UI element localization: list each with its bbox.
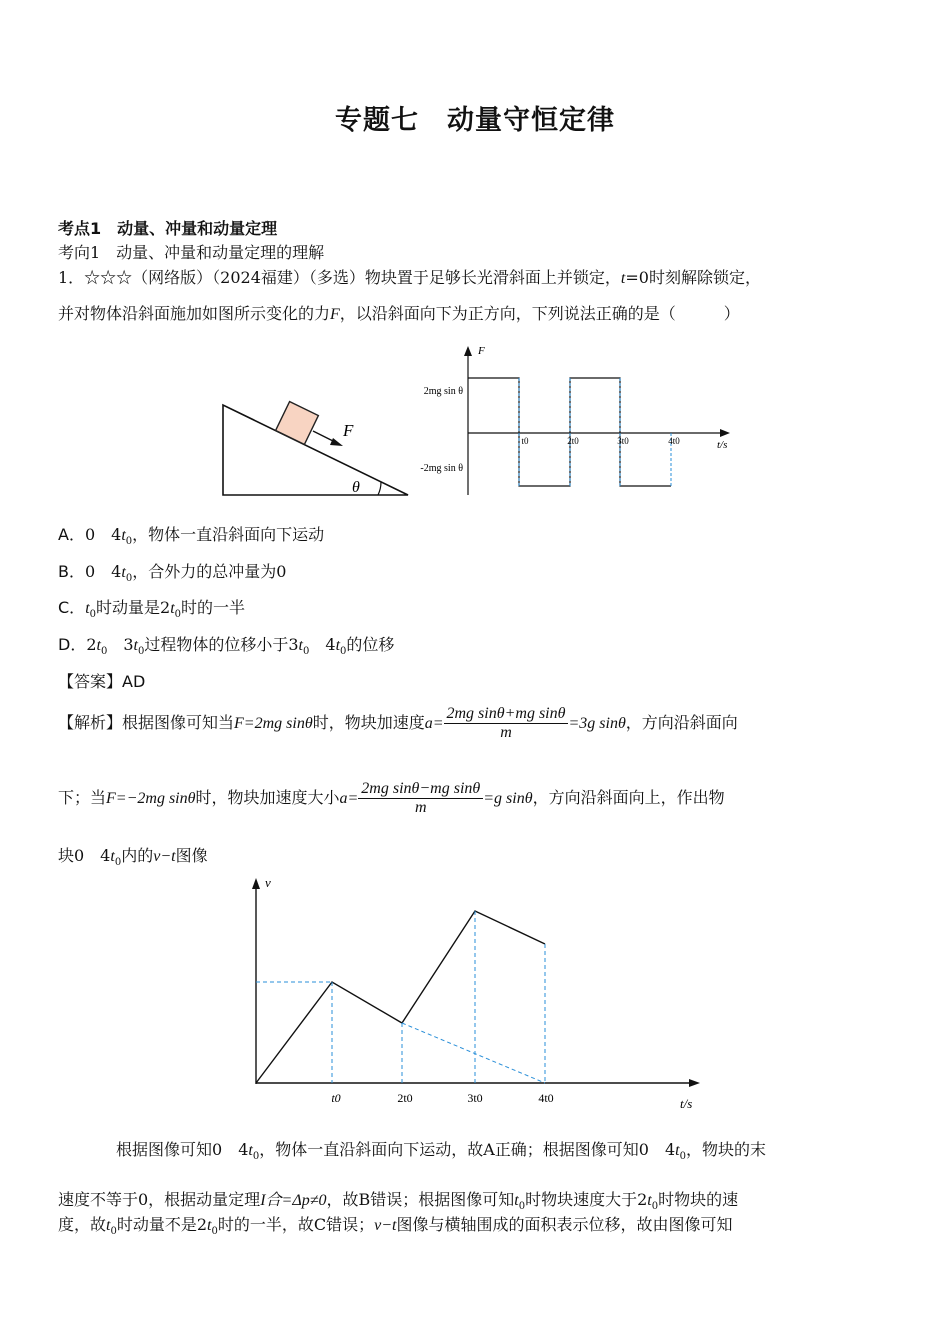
force-time-graph — [420, 345, 730, 495]
force-label: F — [343, 421, 354, 440]
angle-arc — [378, 482, 381, 495]
pos-force-label: 2mg sin θ — [423, 386, 463, 397]
tick-t0: t0 — [331, 1091, 341, 1105]
page-title: 专题七 动量守恒定律 — [335, 105, 615, 136]
neg-force-label: -2mg sin θ — [420, 463, 463, 474]
question-line-2: 并对物体沿斜面施加如图所示变化的力F，以沿斜面向下为正方向，下列说法正确的是（ ） — [58, 304, 740, 323]
f-axis-label: F — [478, 345, 485, 357]
conclusion-line-1: 根据图像可知0 $4t_0$，物体一直沿斜面向下运动，故A正确；根据图像可知0 $4t_0$，物块的末 — [116, 1140, 766, 1163]
figure-velocity-time-graph — [240, 872, 710, 1117]
option-d: D．$2t_0$ $3t_0$过程物体的位移小于$3t_0$ $4t_0$的位移 — [58, 635, 395, 658]
v-axis-label: v — [265, 875, 271, 890]
analysis-line-1: 【解析】根据图像可知当F=2mg sinθ时，物块加速度a= $\frac{\text{2mg sinθ+mg sinθ}}{m}$ =3g sinθ，方向沿斜面向 — [58, 705, 738, 741]
tick-2t0: 2t0 — [567, 436, 579, 446]
time-axis-label: t/s — [680, 1096, 693, 1111]
tick-3t0: 3t0 — [467, 1091, 483, 1105]
analysis-line-2: 下；当F=−2mg sinθ时，物块加速度大小a= $\frac{\text{2mg sinθ−mg sinθ}}{m}$ =g sinθ，方向沿斜面向上，作出物 — [58, 780, 725, 816]
conclusion-line-3: 度，故$t_0$时动量不是$2t_0$时的一半，故C错误；v−t图像与横轴围成的面积表示位移，故由图像可知 — [58, 1215, 733, 1238]
tick-3t0: 3t0 — [617, 436, 629, 446]
figure-incline-force-graph — [215, 340, 745, 500]
tick-2t0: 2t0 — [397, 1091, 413, 1105]
option-b: B．0 $4t_0$，合外力的总冲量为0 — [58, 562, 287, 585]
subsection-heading: 考向1 动量、冲量和动量定理的理解 — [58, 243, 325, 262]
incline-diagram — [223, 402, 408, 496]
answer: 【答案】AD — [58, 672, 146, 691]
block — [276, 402, 319, 445]
reference-line — [402, 1023, 545, 1083]
conclusion-line-2: 速度不等于0，根据动量定理I合=Δp≠0，故B错误；根据图像可知$t_0$时物块速度大于$2t_0$时物块的速 — [58, 1190, 739, 1213]
analysis-line-3: 块0 $4t_0$内的v−t图像 — [58, 846, 208, 869]
velocity-line — [256, 911, 545, 1083]
angle-label: θ — [352, 479, 360, 496]
section-heading: 考点1 动量、冲量和动量定理 — [58, 219, 278, 238]
t-axis-label: t/s — [717, 439, 728, 451]
question-line-1: 1．☆☆☆（网络版）（2024福建）（多选）物块置于足够长光滑斜面上并锁定，t=0时刻解除锁定， — [58, 268, 761, 287]
option-c: C．$t_0$时动量是$2t_0$时的一半 — [58, 598, 246, 621]
tick-4t0: 4t0 — [538, 1091, 554, 1105]
option-a: A．0 $4t_0$，物体一直沿斜面向下运动 — [58, 525, 325, 548]
tick-t0: t0 — [521, 436, 529, 446]
force-arrow — [330, 438, 343, 446]
tick-4t0: 4t0 — [668, 436, 680, 446]
